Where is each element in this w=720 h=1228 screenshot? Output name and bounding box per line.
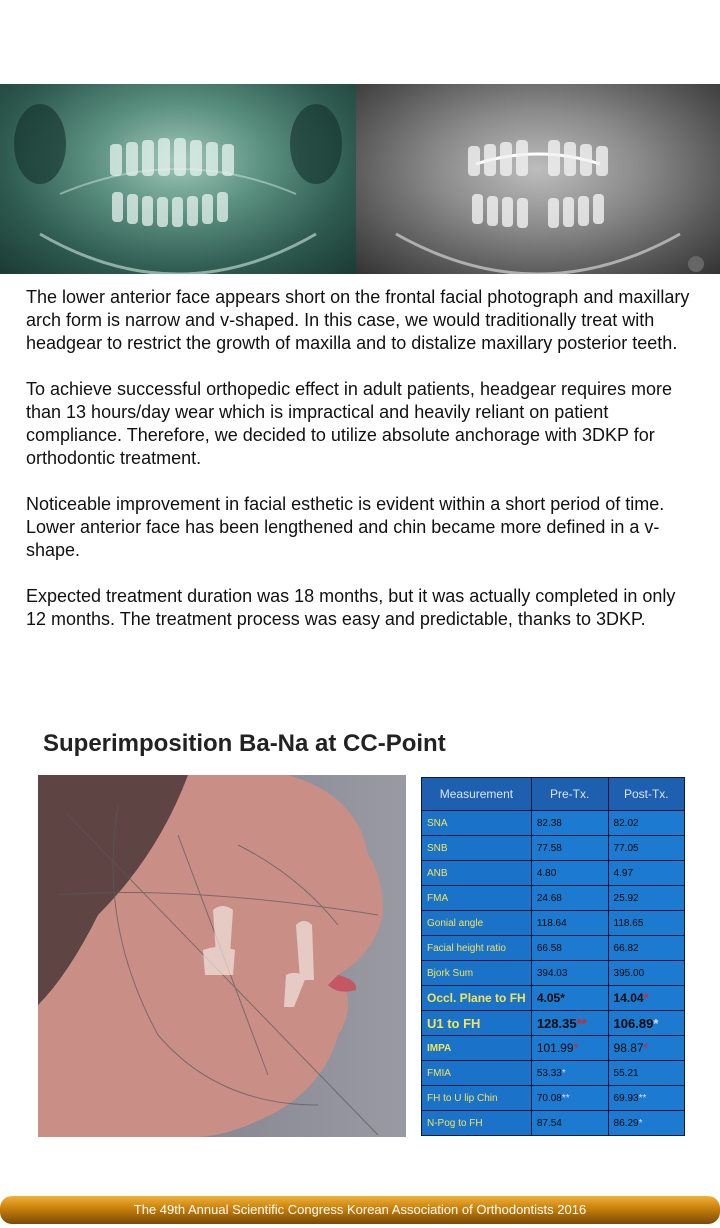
- pre-value: 4.80: [531, 861, 608, 886]
- pre-value: 82.38: [531, 811, 608, 836]
- panoramic-xray-post: [356, 84, 720, 274]
- table-row: [422, 861, 685, 886]
- pre-value: 128.35**: [531, 1011, 608, 1036]
- measurement-label: U1 to FH: [422, 1011, 532, 1036]
- pre-value: 118.64: [531, 911, 608, 936]
- pre-value: 394.03: [531, 961, 608, 986]
- pre-value: 70.08**: [531, 1086, 608, 1111]
- table-row: [422, 836, 685, 861]
- measurement-label: FMIA: [422, 1061, 532, 1086]
- measurement-label: Bjork Sum: [422, 961, 532, 986]
- paragraph: To achieve successful orthopedic effect in adult patients, headgear requires more than 13 hours/day wear which is impractical and heavily reliant on patient compliance. Therefore, we decided to utilize absolute anchorage with 3DKP for orthodontic treatment.: [26, 379, 673, 468]
- table-row: [422, 1011, 685, 1036]
- pre-value: 87.54: [531, 1111, 608, 1136]
- pre-value: 101.99*: [531, 1036, 608, 1061]
- table-row: [422, 986, 685, 1011]
- header-pre-tx: Pre-Tx.: [531, 778, 608, 811]
- table-row: [422, 1036, 685, 1061]
- measurement-label: N-Pog to FH: [422, 1111, 532, 1136]
- footer-banner: The 49th Annual Scientific Congress Korean Association of Orthodontists 2016: [0, 1196, 720, 1224]
- paragraph: The lower anterior face appears short on the frontal facial photograph and maxillary arch form is narrow and v-shaped. In this case, we would traditionally treat with headgear to restrict the growth of maxilla and to distalize maxillary posterior teeth.: [26, 287, 690, 353]
- post-value: 395.00: [608, 961, 684, 986]
- pre-value: 4.05*: [531, 986, 608, 1011]
- body-text: [26, 286, 698, 654]
- pre-value: 24.68: [531, 886, 608, 911]
- table-row: [422, 961, 685, 986]
- post-value: 69.93**: [608, 1086, 684, 1111]
- post-value: 82.02: [608, 811, 684, 836]
- pre-value: 66.58: [531, 936, 608, 961]
- header-post-tx: Post-Tx.: [608, 778, 684, 811]
- profile-photo-tracing: [38, 775, 406, 1137]
- post-value: 106.89*: [608, 1011, 684, 1036]
- superimposition-title: Superimposition Ba-Na at CC-Point: [43, 730, 446, 757]
- table-row: [422, 886, 685, 911]
- table-row: [422, 1086, 685, 1111]
- table-row: [422, 936, 685, 961]
- panoramic-xray-pre: [0, 84, 356, 274]
- measurement-label: SNA: [422, 811, 532, 836]
- paragraph: Noticeable improvement in facial esthetic is evident within a short period of time. Lower anterior face has been lengthened and chin became more defined in a v-shape.: [26, 494, 665, 560]
- paragraph: Expected treatment duration was 18 months, but it was actually completed in only 12 months. The treatment process was easy and predictable, thanks to 3DKP.: [26, 586, 676, 629]
- post-value: 55.21: [608, 1061, 684, 1086]
- table-row: [422, 1111, 685, 1136]
- table-row: [422, 811, 685, 836]
- post-value: 25.92: [608, 886, 684, 911]
- post-value: 66.82: [608, 936, 684, 961]
- measurement-label: FMA: [422, 886, 532, 911]
- header-measurement: Measurement: [422, 778, 532, 811]
- post-value: 14.04*: [608, 986, 684, 1011]
- measurement-label: IMPA: [422, 1036, 532, 1061]
- measurement-label: Facial height ratio: [422, 936, 532, 961]
- measurement-label: FH to U lip Chin: [422, 1086, 532, 1111]
- table-header-row: [422, 778, 685, 811]
- post-value: 4.97: [608, 861, 684, 886]
- table-row: [422, 911, 685, 936]
- post-value: 86.29*: [608, 1111, 684, 1136]
- post-value: 77.05: [608, 836, 684, 861]
- measurement-label: Occl. Plane to FH: [422, 986, 532, 1011]
- measurement-table: [421, 777, 685, 1136]
- measurement-label: Gonial angle: [422, 911, 532, 936]
- post-value: 98.87*: [608, 1036, 684, 1061]
- table-row: [422, 1061, 685, 1086]
- measurement-label: ANB: [422, 861, 532, 886]
- pre-value: 53.33*: [531, 1061, 608, 1086]
- post-value: 118.65: [608, 911, 684, 936]
- measurement-label: SNB: [422, 836, 532, 861]
- pre-value: 77.58: [531, 836, 608, 861]
